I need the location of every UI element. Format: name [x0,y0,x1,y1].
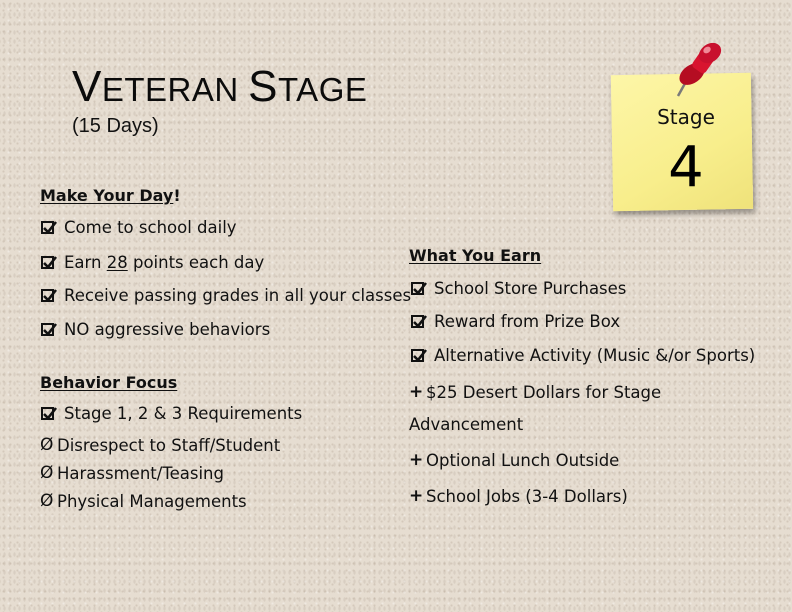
list-item [411,279,626,298]
list-item [41,286,411,305]
title-rest-veteran: ETERAN [101,71,239,108]
item-prize-box: Reward from Prize Box [434,312,621,331]
item-no-aggressive: NO aggressive behaviors [64,320,271,339]
list-item [41,253,264,272]
checkbox-checked-icon [41,221,54,234]
list-item [41,218,237,237]
page-subtitle: (15 Days) [72,115,159,137]
item-come-to-school: Come to school daily [64,218,237,237]
list-item [41,320,270,339]
list-item [411,312,620,331]
list-item-continuation [409,415,523,434]
plus-icon: + [409,450,424,470]
item-school-store: School Store Purchases [434,279,627,298]
plus-icon: + [409,486,424,506]
item-lunch-outside: Optional Lunch Outside [426,450,620,470]
page-title [72,62,367,112]
checkbox-checked-icon [411,349,424,362]
make-your-day-heading-suffix: ! [173,186,181,205]
make-your-day-heading-text: Make Your Day [40,186,174,205]
list-item [409,382,661,402]
checkbox-checked-icon [41,256,54,269]
points-number: 28 [106,253,128,272]
list-item [40,491,247,511]
item-alternative-activity: Alternative Activity (Music &/or Sports) [434,346,756,365]
item-harassment: Harassment/Teasing [57,463,224,483]
item-desert-dollars: $25 Desert Dollars for Stage [426,382,662,402]
list-item [40,435,280,455]
checkbox-checked-icon [41,407,54,420]
stage-label: Stage [657,105,715,129]
checkbox-checked-icon [41,323,54,336]
item-disrespect: Disrespect to Staff/Student [57,435,281,455]
earn-text: Earn [64,253,107,272]
avoid-symbol-icon: Ø [40,435,54,455]
item-school-jobs: School Jobs (3-4 Dollars) [426,486,628,506]
item-desert-dollars-cont: Advancement [409,415,524,434]
item-stage-requirements: Stage 1, 2 & 3 Requirements [64,404,303,423]
avoid-symbol-icon: Ø [40,463,54,483]
title-initial-s: S [248,62,278,111]
avoid-symbol-icon: Ø [40,491,54,511]
checkbox-checked-icon [411,315,424,328]
list-item [41,404,302,423]
item-earn-points [64,253,264,272]
checkbox-checked-icon [41,289,54,302]
plus-icon: + [409,382,424,402]
points-text: points each day [127,253,265,272]
list-item [409,450,619,470]
pushpin-icon [658,40,728,114]
make-your-day-heading [40,186,181,205]
list-item [40,463,224,483]
checkbox-checked-icon [411,282,424,295]
what-you-earn-heading: What You Earn [409,246,542,265]
title-initial-v: V [72,62,102,111]
list-item [409,486,628,506]
list-item [411,346,755,365]
item-physical-managements: Physical Managements [57,491,247,511]
item-passing-grades: Receive passing grades in all your classes [64,286,412,305]
title-rest-stage: TAGE [277,71,368,108]
behavior-focus-heading: Behavior Focus [40,373,178,392]
stage-number: 4 [668,135,704,200]
